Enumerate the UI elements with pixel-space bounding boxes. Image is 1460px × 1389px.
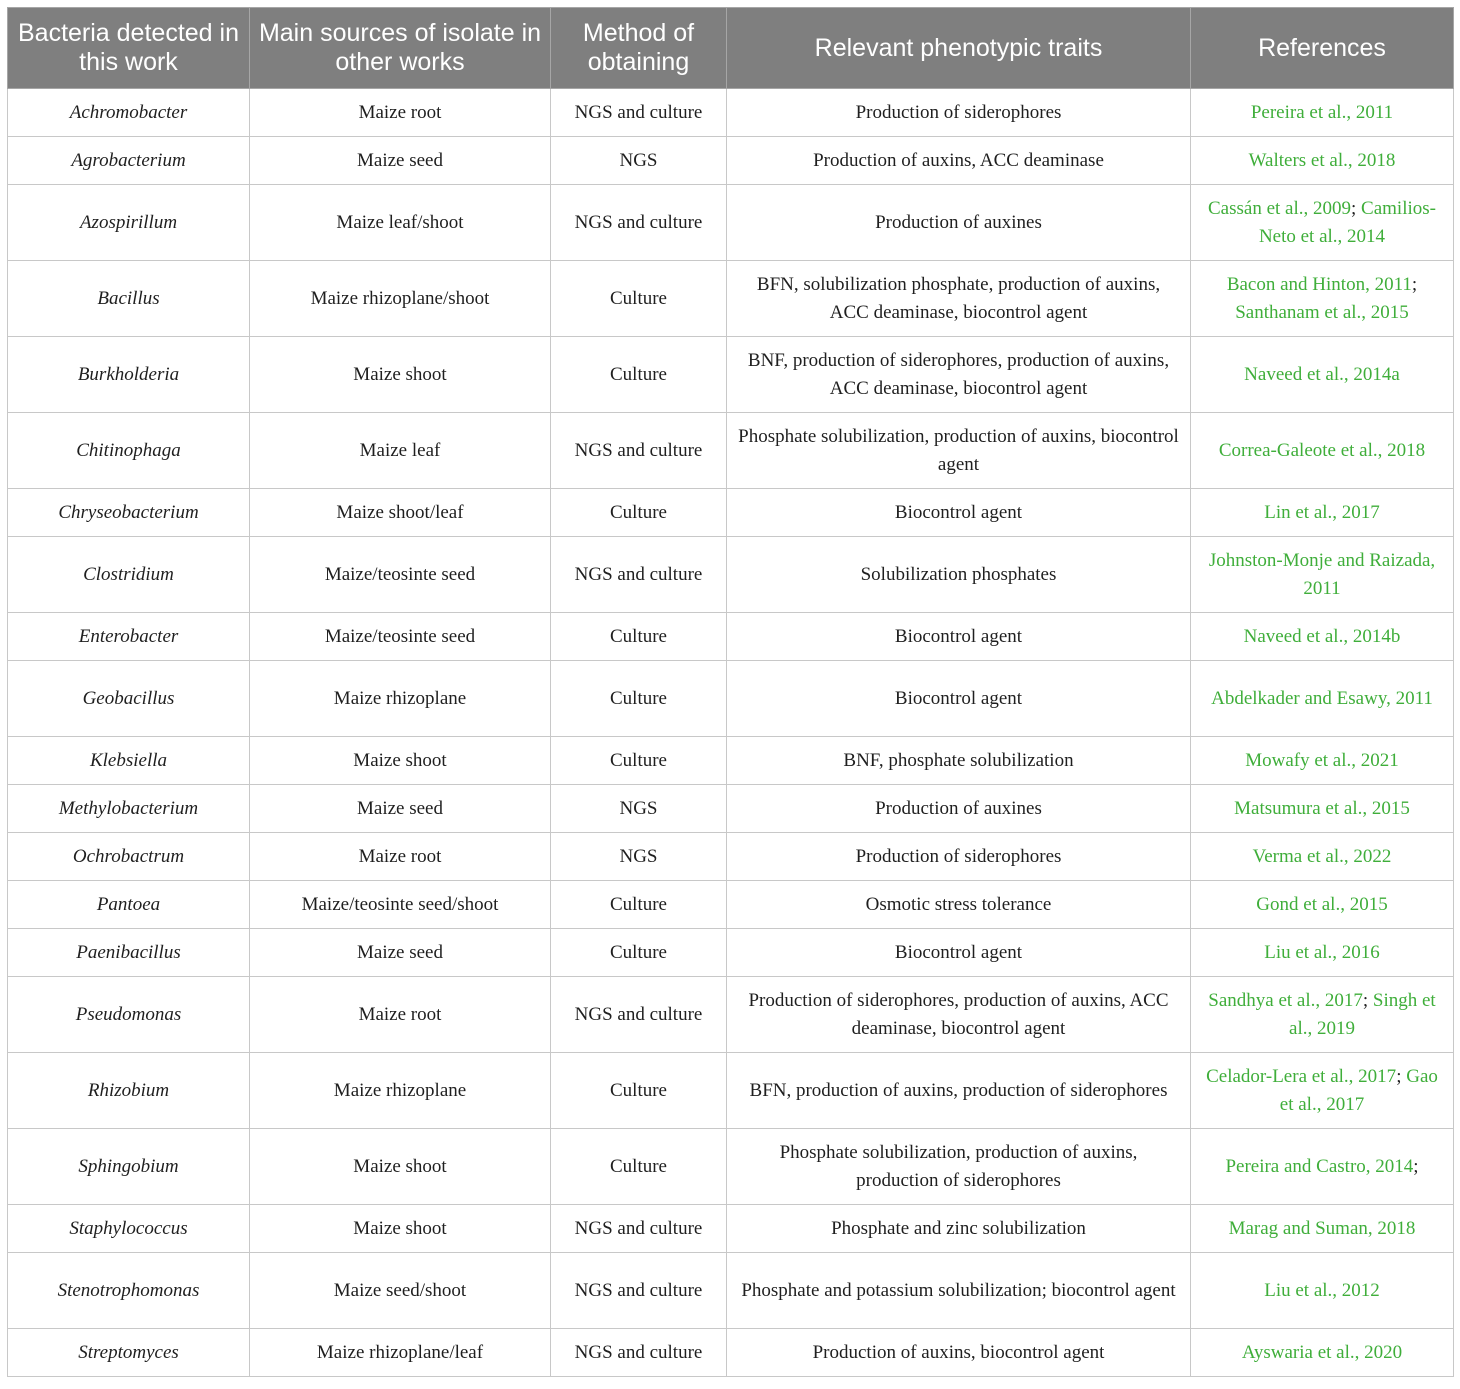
reference-link[interactable]: Walters et al., 2018 — [1248, 149, 1396, 171]
reference-link[interactable]: Gao et al., 2017 — [1279, 1065, 1438, 1115]
traits-cell: Phosphate and zinc solubilization — [727, 1205, 1191, 1253]
table-row — [8, 1253, 1454, 1329]
source-cell: Maize root — [250, 89, 551, 137]
method-cell: NGS and culture — [551, 1205, 727, 1253]
table-row — [8, 1053, 1454, 1129]
method-cell: NGS — [551, 833, 727, 881]
reference-link[interactable]: Abdelkader and Esawy, 2011 — [1211, 687, 1433, 709]
method-cell: NGS and culture — [551, 1253, 727, 1329]
bacteria-cell: Agrobacterium — [8, 137, 250, 185]
reference-separator: ; — [1396, 1065, 1407, 1087]
table-row — [8, 737, 1454, 785]
references-cell — [1191, 977, 1454, 1053]
table-row — [8, 261, 1454, 337]
bacteria-cell: Achromobacter — [8, 89, 250, 137]
traits-cell: Biocontrol agent — [727, 489, 1191, 537]
bacteria-cell: Geobacillus — [8, 661, 250, 737]
bacteria-cell: Azospirillum — [8, 185, 250, 261]
traits-cell: Production of auxins, biocontrol agent — [727, 1329, 1191, 1377]
references-cell — [1191, 785, 1454, 833]
references-cell — [1191, 1053, 1454, 1129]
bacteria-cell: Pseudomonas — [8, 977, 250, 1053]
bacteria-cell: Clostridium — [8, 537, 250, 613]
reference-link[interactable]: Santhanam et al., 2015 — [1235, 301, 1409, 323]
reference-link[interactable]: Celador-Lera et al., 2017 — [1206, 1065, 1397, 1087]
traits-cell: Biocontrol agent — [727, 929, 1191, 977]
traits-cell: BNF, production of siderophores, production of auxins, ACC deaminase, biocontrol agent — [727, 337, 1191, 413]
source-cell: Maize leaf — [250, 413, 551, 489]
reference-link[interactable]: Camilios-Neto et al., 2014 — [1258, 197, 1436, 247]
bacteria-cell: Sphingobium — [8, 1129, 250, 1205]
table-row — [8, 661, 1454, 737]
references-cell — [1191, 537, 1454, 613]
traits-cell: Production of auxines — [727, 785, 1191, 833]
header-bacteria: Bacteria detected in this work — [8, 8, 250, 89]
method-cell: Culture — [551, 1129, 727, 1205]
source-cell: Maize shoot — [250, 337, 551, 413]
method-cell: Culture — [551, 929, 727, 977]
traits-cell: Production of auxins, ACC deaminase — [727, 137, 1191, 185]
bacteria-cell: Burkholderia — [8, 337, 250, 413]
source-cell: Maize shoot/leaf — [250, 489, 551, 537]
table-row — [8, 977, 1454, 1053]
source-cell: Maize leaf/shoot — [250, 185, 551, 261]
method-cell: Culture — [551, 613, 727, 661]
reference-separator: ; — [1413, 1155, 1419, 1177]
references-cell — [1191, 929, 1454, 977]
references-cell — [1191, 1253, 1454, 1329]
method-cell: Culture — [551, 881, 727, 929]
reference-link[interactable]: Pereira et al., 2011 — [1250, 101, 1394, 123]
source-cell: Maize seed — [250, 137, 551, 185]
bacteria-cell: Klebsiella — [8, 737, 250, 785]
method-cell: NGS and culture — [551, 89, 727, 137]
method-cell: NGS and culture — [551, 537, 727, 613]
table-row — [8, 489, 1454, 537]
bacteria-cell: Paenibacillus — [8, 929, 250, 977]
traits-cell: Production of siderophores — [727, 833, 1191, 881]
source-cell: Maize seed/shoot — [250, 1253, 551, 1329]
reference-separator: ; — [1411, 273, 1418, 295]
source-cell: Maize shoot — [250, 737, 551, 785]
bacteria-cell: Chitinophaga — [8, 413, 250, 489]
source-cell: Maize/teosinte seed/shoot — [250, 881, 551, 929]
references-cell — [1191, 1205, 1454, 1253]
method-cell: NGS and culture — [551, 1329, 727, 1377]
header-sources: Main sources of isolate in other works — [250, 8, 551, 89]
source-cell: Maize rhizoplane — [250, 1053, 551, 1129]
table-row — [8, 1129, 1454, 1205]
traits-cell: BNF, phosphate solubilization — [727, 737, 1191, 785]
method-cell: NGS — [551, 785, 727, 833]
references-cell — [1191, 89, 1454, 137]
method-cell: NGS and culture — [551, 413, 727, 489]
table-row — [8, 1329, 1454, 1377]
references-cell — [1191, 261, 1454, 337]
traits-cell: Solubilization phosphates — [727, 537, 1191, 613]
table-row — [8, 785, 1454, 833]
references-cell — [1191, 489, 1454, 537]
reference-link[interactable]: Marag and Suman, 2018 — [1228, 1217, 1416, 1239]
traits-cell: Osmotic stress tolerance — [727, 881, 1191, 929]
source-cell: Maize seed — [250, 929, 551, 977]
table-row — [8, 881, 1454, 929]
references-cell — [1191, 137, 1454, 185]
reference-link[interactable]: Correa-Galeote et al., 2018 — [1218, 439, 1426, 461]
references-cell — [1191, 833, 1454, 881]
source-cell: Maize/teosinte seed — [250, 613, 551, 661]
traits-cell: Phosphate and potassium solubilization; biocontrol agent — [727, 1253, 1191, 1329]
bacteria-cell: Methylobacterium — [8, 785, 250, 833]
reference-link[interactable]: Liu et al., 2012 — [1264, 1279, 1380, 1301]
bacteria-cell: Streptomyces — [8, 1329, 250, 1377]
method-cell: Culture — [551, 1053, 727, 1129]
header-references: References — [1191, 8, 1454, 89]
references-cell — [1191, 661, 1454, 737]
reference-link[interactable]: Lin et al., 2017 — [1264, 501, 1380, 523]
reference-link[interactable]: Singh et al., 2019 — [1289, 989, 1436, 1039]
references-cell — [1191, 185, 1454, 261]
source-cell: Maize/teosinte seed — [250, 537, 551, 613]
traits-cell: Production of siderophores, production of auxins, ACC deaminase, biocontrol agent — [727, 977, 1191, 1053]
reference-link[interactable]: Matsumura et al., 2015 — [1234, 797, 1410, 819]
bacteria-cell: Chryseobacterium — [8, 489, 250, 537]
traits-cell: Production of siderophores — [727, 89, 1191, 137]
references-cell — [1191, 737, 1454, 785]
bacteria-table — [7, 7, 1454, 1377]
traits-cell: BFN, solubilization phosphate, production of auxins, ACC deaminase, biocontrol agent — [727, 261, 1191, 337]
traits-cell: Phosphate solubilization, production of auxins, biocontrol agent — [727, 413, 1191, 489]
table-row — [8, 337, 1454, 413]
traits-cell: Production of auxines — [727, 185, 1191, 261]
bacteria-cell: Bacillus — [8, 261, 250, 337]
source-cell: Maize root — [250, 977, 551, 1053]
method-cell: NGS and culture — [551, 185, 727, 261]
source-cell: Maize shoot — [250, 1205, 551, 1253]
bacteria-cell: Stenotrophomonas — [8, 1253, 250, 1329]
traits-cell: BFN, production of auxins, production of siderophores — [727, 1053, 1191, 1129]
table-row — [8, 89, 1454, 137]
method-cell: Culture — [551, 337, 727, 413]
source-cell: Maize root — [250, 833, 551, 881]
references-cell — [1191, 413, 1454, 489]
references-cell — [1191, 881, 1454, 929]
method-cell: Culture — [551, 737, 727, 785]
references-cell — [1191, 1129, 1454, 1205]
table-row — [8, 185, 1454, 261]
source-cell: Maize rhizoplane/shoot — [250, 261, 551, 337]
method-cell: NGS — [551, 137, 727, 185]
reference-link[interactable]: Cassán et al., 2009 — [1208, 197, 1352, 219]
bacteria-cell: Ochrobactrum — [8, 833, 250, 881]
method-cell: Culture — [551, 261, 727, 337]
header-method: Method of obtaining — [551, 8, 727, 89]
bacteria-cell: Rhizobium — [8, 1053, 250, 1129]
table-row — [8, 929, 1454, 977]
bacteria-cell: Staphylococcus — [8, 1205, 250, 1253]
references-cell — [1191, 1329, 1454, 1377]
reference-link[interactable]: Ayswaria et al., 2020 — [1241, 1341, 1403, 1363]
reference-link[interactable]: Bacon and Hinton, 2011 — [1226, 273, 1412, 295]
source-cell: Maize seed — [250, 785, 551, 833]
table-row — [8, 613, 1454, 661]
references-cell — [1191, 613, 1454, 661]
traits-cell: Biocontrol agent — [727, 661, 1191, 737]
reference-link[interactable]: Naveed et al., 2014b — [1243, 625, 1401, 647]
bacteria-cell: Pantoea — [8, 881, 250, 929]
reference-separator: ; — [1362, 989, 1373, 1011]
method-cell: NGS and culture — [551, 977, 727, 1053]
bacteria-cell: Enterobacter — [8, 613, 250, 661]
reference-link[interactable]: Mowafy et al., 2021 — [1245, 749, 1399, 771]
traits-cell: Phosphate solubilization, production of auxins, production of siderophores — [727, 1129, 1191, 1205]
header-row — [8, 8, 1454, 89]
method-cell: Culture — [551, 489, 727, 537]
reference-link[interactable]: Johnston-Monje and Raizada, 2011 — [1208, 549, 1436, 599]
source-cell: Maize shoot — [250, 1129, 551, 1205]
table-body — [8, 89, 1454, 1377]
source-cell: Maize rhizoplane/leaf — [250, 1329, 551, 1377]
reference-link[interactable]: Liu et al., 2016 — [1264, 941, 1380, 963]
reference-link[interactable]: Verma et al., 2022 — [1252, 845, 1392, 867]
table-row — [8, 1205, 1454, 1253]
reference-link[interactable]: Pereira and Castro, 2014 — [1225, 1155, 1414, 1177]
header-traits: Relevant phenotypic traits — [727, 8, 1191, 89]
references-cell — [1191, 337, 1454, 413]
traits-cell: Biocontrol agent — [727, 613, 1191, 661]
reference-link[interactable]: Sandhya et al., 2017 — [1208, 989, 1363, 1011]
reference-link[interactable]: Naveed et al., 2014a — [1244, 363, 1400, 385]
method-cell: Culture — [551, 661, 727, 737]
table-row — [8, 537, 1454, 613]
table-row — [8, 833, 1454, 881]
reference-link[interactable]: Gond et al., 2015 — [1256, 893, 1388, 915]
table-row — [8, 137, 1454, 185]
source-cell: Maize rhizoplane — [250, 661, 551, 737]
table-row — [8, 413, 1454, 489]
reference-separator: ; — [1351, 197, 1362, 219]
